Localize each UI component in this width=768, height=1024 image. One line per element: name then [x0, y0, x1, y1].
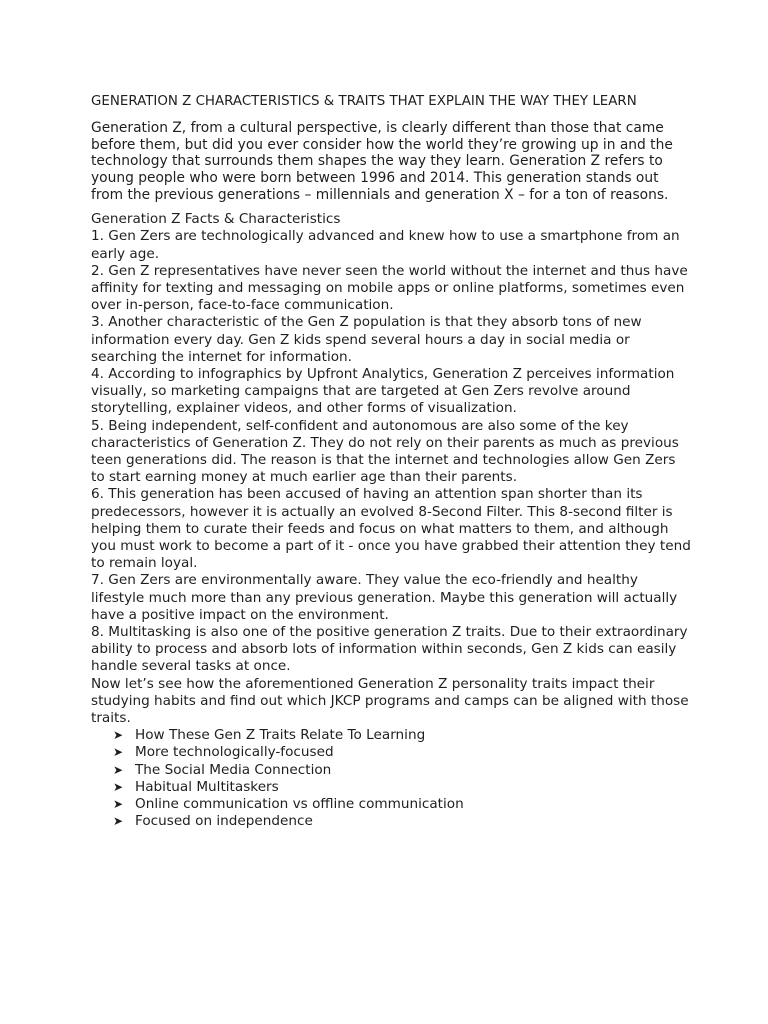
fact-item-7: 7. Gen Zers are environmentally aware. They value the eco-friendly and healthy lifestyle much more than any previous generation. Maybe this generation will actually have a positive impact on the environment. [91, 572, 678, 623]
list-item [113, 744, 691, 761]
list-item-label: How These Gen Z Traits Relate To Learning [135, 727, 426, 744]
arrowhead-bullet-icon: ➤ [113, 762, 124, 777]
fact-item-4: 4. According to infographics by Upfront Analytics, Generation Z perceives information visually, so marketing campaigns that are targeted at Gen Zers revolve around storytelling, explainer videos, and other forms of visualization. [91, 366, 675, 417]
fact-item-8: 8. Multitasking is also one of the positive generation Z traits. Due to their extraordinary ability to process and absorb lots of information within seconds, Gen Z kids can easily handle several tasks at once. [91, 624, 688, 675]
arrowhead-bullet-icon: ➤ [113, 814, 124, 829]
fact-item-6: 6. This generation has been accused of having an attention span shorter than its predecessors, however it is actually an evolved 8-Second Filter. This 8-second filter is helping them to curate their feeds and focus on what matters to them, and although you must work to become a part of it - once you have grabbed their attention they tend to remain loyal. [91, 486, 691, 572]
list-item [113, 796, 691, 813]
list-item [113, 813, 691, 830]
arrowhead-bullet-icon: ➤ [113, 779, 124, 794]
fact-item-5: 5. Being independent, self-confident and autonomous are also some of the key characteristics of Generation Z. They do not rely on their parents as much as previous teen generations did. The reason is that the internet and technologies allow Gen Zers to start earning money at much earlier age than their parents. [91, 417, 679, 486]
fact-item-1: 1. Gen Zers are technologically advanced and knew how to use a smartphone from an early age. [91, 228, 680, 262]
fact-item-2: 2. Gen Z representatives have never seen the world without the internet and thus have affinity for texting and messaging on mobile apps or online platforms, sometimes even over in-person, face-to-face communication. [91, 262, 688, 314]
outro-paragraph: Now let’s see how the aforementioned Generation Z personality traits impact their studying habits and find out which JKCP programs and camps can be aligned with those traits. [91, 675, 689, 727]
list-item-label: More technologically-focused [135, 744, 334, 761]
list-item [113, 727, 691, 744]
list-item [113, 779, 691, 796]
list-item-label: Online communication vs offline communication [135, 796, 464, 813]
list-item-label: Habitual Multitaskers [135, 778, 279, 795]
arrowhead-bullet-icon: ➤ [113, 728, 124, 743]
document-page [91, 93, 691, 830]
arrowhead-bullet-icon: ➤ [113, 745, 124, 760]
intro-paragraph: Generation Z, from a cultural perspective, is clearly different than those that came before them, but did you ever consider how the world they’re growing up in and the technology that surrounds them shapes the way they learn. Generation Z refers to young people who were born between 1996 and 2014. This generation stands out from the previous generations – millennials and generation X – for a ton of reasons. [91, 120, 673, 203]
list-item [113, 762, 691, 779]
list-item-label: Focused on independence [135, 813, 313, 830]
list-item-label: The Social Media Connection [135, 761, 332, 778]
facts-heading: Generation Z Facts & Characteristics [91, 211, 341, 228]
topics-bullet-list [91, 727, 691, 830]
fact-item-3: 3. Another characteristic of the Gen Z population is that they absorb tons of new information every day. Gen Z kids spend several hours a day in social media or searching the internet for information. [91, 314, 642, 365]
document-title: GENERATION Z CHARACTERISTICS & TRAITS THAT EXPLAIN THE WAY THEY LEARN [91, 94, 637, 109]
arrowhead-bullet-icon: ➤ [113, 797, 124, 812]
